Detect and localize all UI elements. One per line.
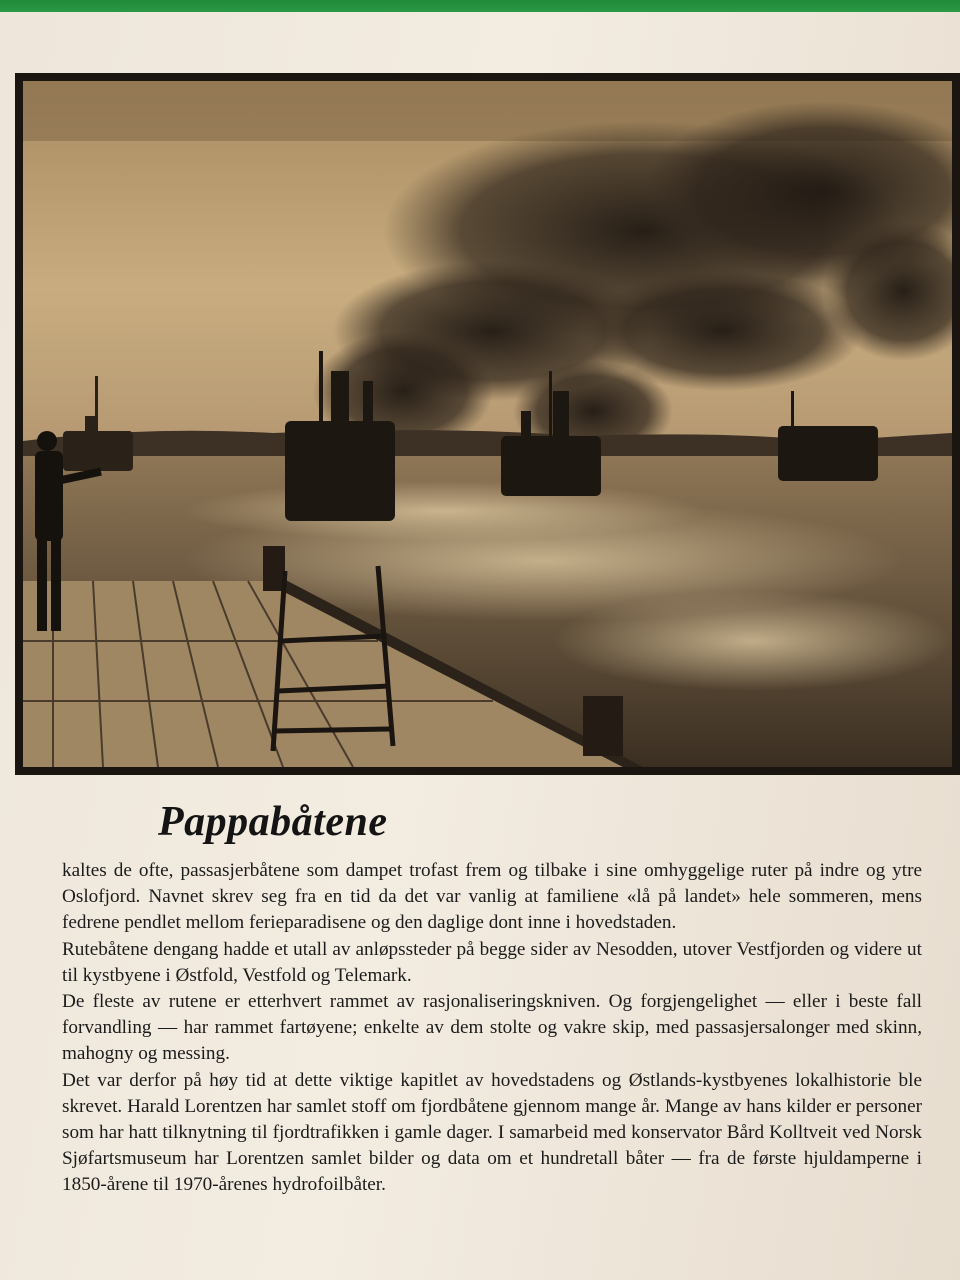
page-title: Pappabåtene [158,799,388,845]
sepia-photograph [15,73,960,775]
paragraph: kaltes de ofte, passasjerbåtene som dampet trofast frem og tilbake i sine omhyggelige ruter på indre og ytre Oslofjord. Navnet skrev seg fra en tid da det var vanlig at familiene «lå på landet» hele sommeren, mens fedrene pendlet mellom ferieparadisene og den daglige dont inne i hovedstaden. [62,860,922,934]
paragraph: Rutebåtene dengang hadde et utall av anløpssteder på begge sider av Nesodden, utover Vestfjorden og videre ut til kystbyene i Østfold, Vestfold og Telemark. [62,938,922,986]
steamboats-harbor-photo [23,81,952,767]
body-text [62,858,922,1199]
paragraph: De fleste av rutene er etterhvert rammet av rasjonaliseringskniven. Og forgjengelighet — eller i beste fall forvandling — har rammet fartøyene; enkelte av dem stolte og vakre skip, med passasjersalonger med skinn, mahogny og messing. [62,991,922,1065]
paragraph: Det var derfor på høy tid at dette viktige kapitlet av hovedstadens og Østlands-kystbyenes lokalhistorie ble skrevet. Harald Lorentzen har samlet stoff om fjordbåtene gjennom mange år. Mange av hans kilder er personer som har hatt tilknytning til fjordtrafikken i gamle dager. I samarbeid med konservator Bård Kolltveit ved Norsk Sjøfartsmuseum har Lorentzen samlet bilder og data om et hundretall båter — fra de første hjuldamperne i 1850-årene til 1970-årenes hydrofoilbåter. [62,1069,922,1196]
